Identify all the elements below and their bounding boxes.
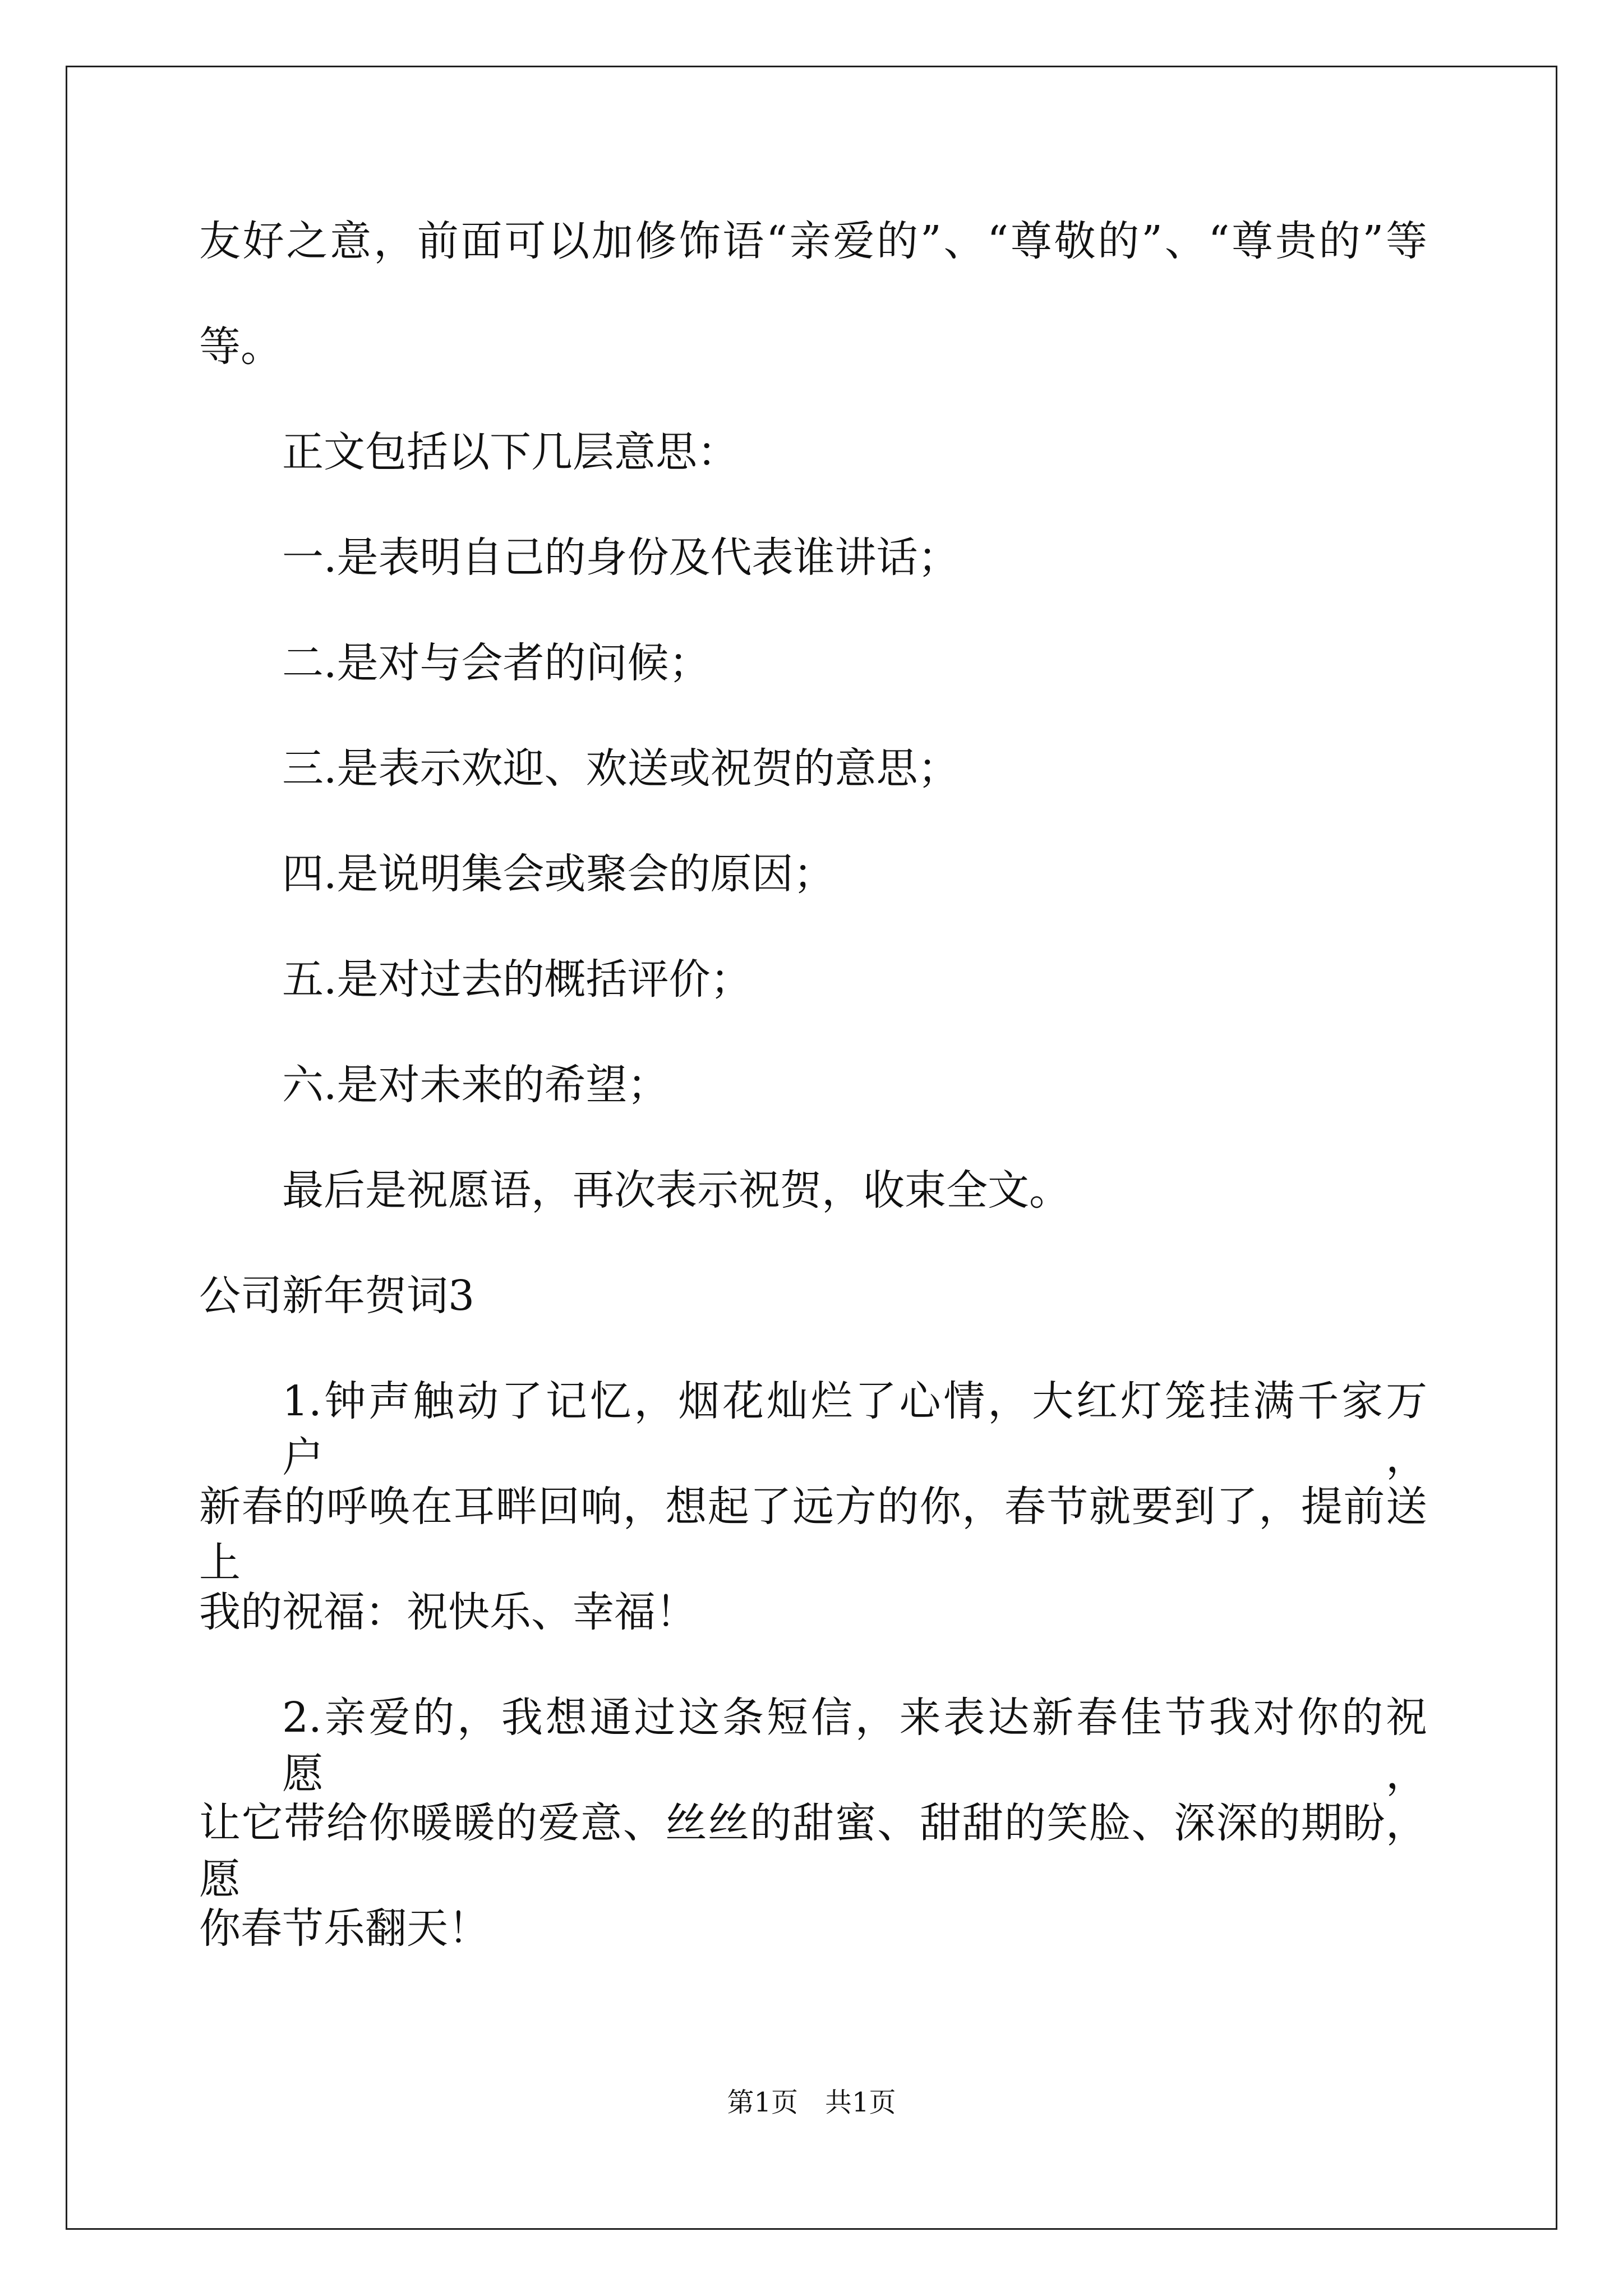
body-paragraph: 四.是说明集会或聚会的原因； (282, 850, 835, 898)
item2-line-2: 让它带给你暖暖的爱意、丝丝的甜蜜、甜甜的笑脸、深深的期盼，愿 (199, 1799, 1427, 1903)
item2-line-1: 2.亲爱的，我想通过这条短信，来表达新春佳节我对你的祝愿， (282, 1694, 1427, 1798)
item1-line-1: 1.钟声触动了记忆，烟花灿烂了心情，大红灯笼挂满千家万户， (282, 1377, 1427, 1481)
body-paragraph: 一.是表明自己的身份及代表谁讲话； (282, 533, 960, 582)
document-body (199, 213, 1427, 2006)
intro-line-1: 友好之意，前面可以加修饰语“亲爱的”、“尊敬的”、“尊贵的”等 (199, 217, 1427, 265)
section-title: 公司新年贺词3 (199, 1272, 475, 1320)
item1-line-3: 我的祝福：祝快乐、幸福！ (199, 1588, 697, 1636)
body-paragraph: 二.是对与会者的问候； (282, 639, 711, 687)
body-paragraph: 六.是对未来的希望； (282, 1061, 669, 1109)
body-paragraph: 五.是对过去的概括评价； (282, 955, 752, 1004)
page-footer: 第1页 共1页 (727, 2087, 896, 2118)
item2-line-3: 你春节乐翻天！ (199, 1904, 490, 1953)
body-paragraph: 正文包括以下几层意思： (282, 428, 739, 476)
body-paragraph: 三.是表示欢迎、欢送或祝贺的意思； (282, 744, 960, 793)
body-paragraph: 最后是祝愿语，再次表示祝贺，收束全文。 (282, 1166, 1071, 1214)
intro-line-2: 等。 (199, 323, 282, 371)
item1-line-2: 新春的呼唤在耳畔回响，想起了远方的你，春节就要到了，提前送上 (199, 1483, 1427, 1587)
